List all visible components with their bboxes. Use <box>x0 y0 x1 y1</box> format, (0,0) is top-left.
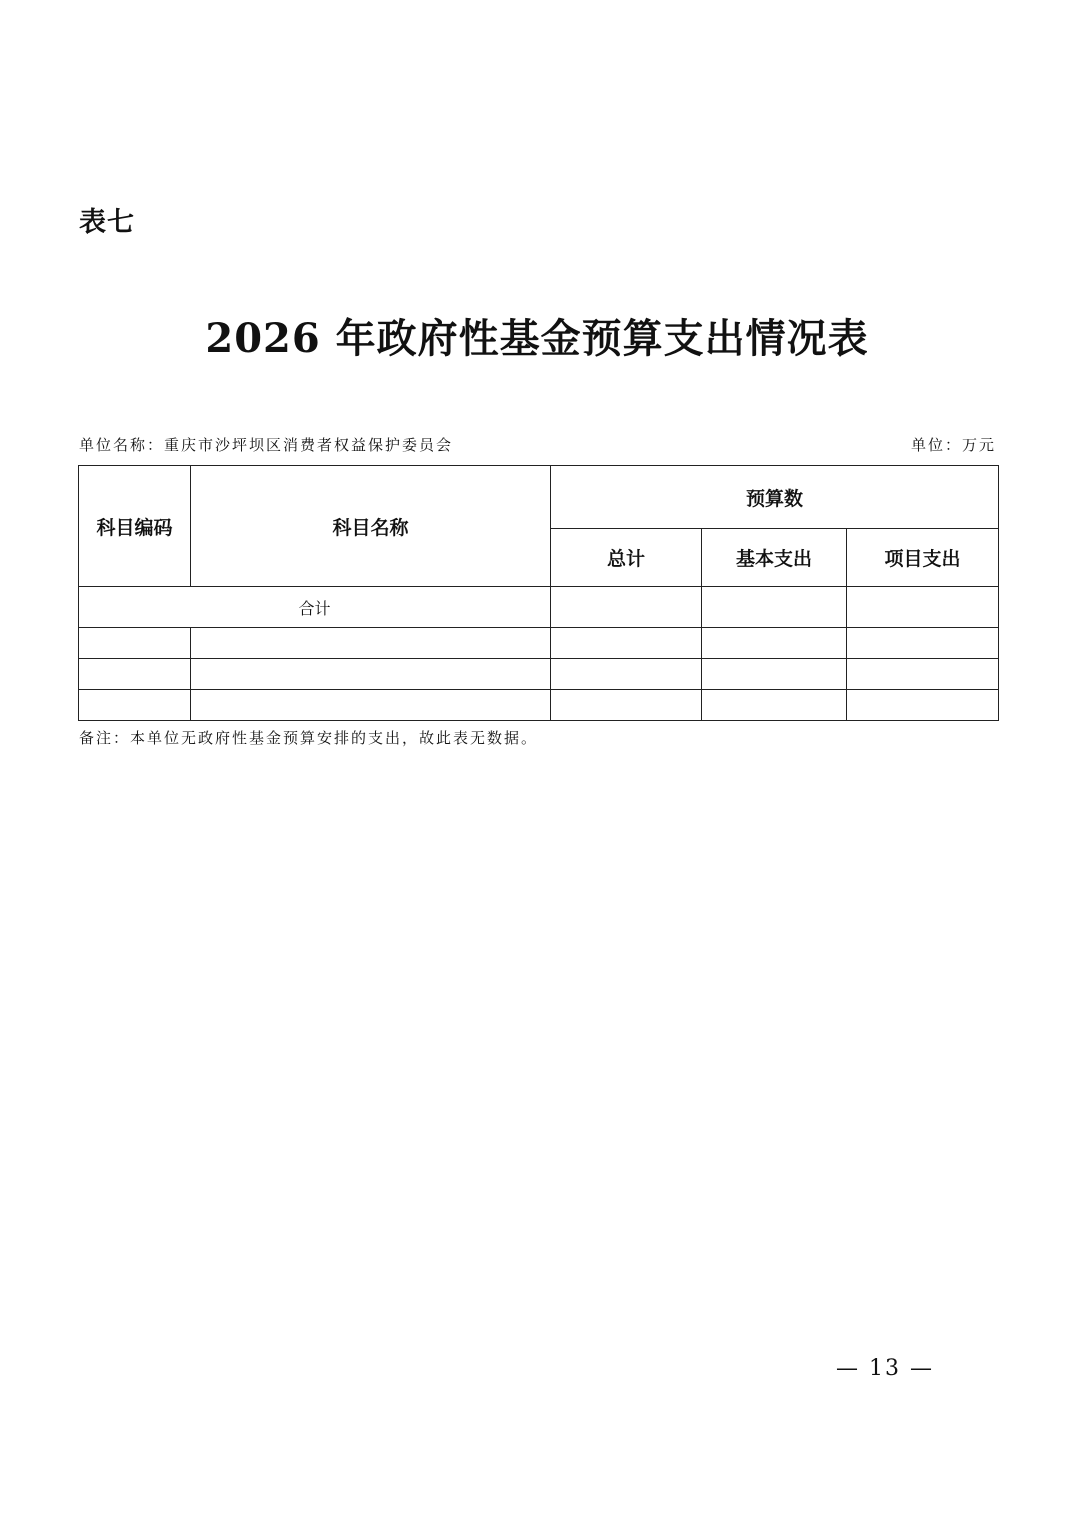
cell-project <box>847 690 999 721</box>
header-basic: 基本支出 <box>702 529 847 587</box>
header-total: 总计 <box>551 529 702 587</box>
cell-project <box>847 628 999 659</box>
unit-measure: 单位：万元 <box>910 436 996 454</box>
cell-total <box>551 659 702 690</box>
table-note: 备注：本单位无政府性基金预算安排的支出，故此表无数据。 <box>79 729 539 747</box>
cell-name <box>191 659 551 690</box>
page-number: — 13 — <box>836 1356 934 1381</box>
header-project: 项目支出 <box>847 529 999 587</box>
header-row-1 <box>79 466 999 529</box>
cell-code <box>79 690 191 721</box>
total-row-basic <box>702 587 847 628</box>
budget-table <box>78 465 999 721</box>
unit-name: 单位名称：重庆市沙坪坝区消费者权益保护委员会 <box>79 436 454 454</box>
page-title: 2026 年政府性基金预算支出情况表 <box>205 315 869 362</box>
cell-basic <box>702 659 847 690</box>
cell-code <box>79 659 191 690</box>
cell-name <box>191 628 551 659</box>
header-budget: 预算数 <box>551 466 999 529</box>
cell-project <box>847 659 999 690</box>
table-row <box>79 628 999 659</box>
cell-code <box>79 628 191 659</box>
cell-basic <box>702 628 847 659</box>
header-name: 科目名称 <box>191 466 551 587</box>
table-row <box>79 690 999 721</box>
total-row-total <box>551 587 702 628</box>
total-row-label: 合计 <box>79 587 551 628</box>
table-label: 表七 <box>79 207 135 238</box>
cell-basic <box>702 690 847 721</box>
header-code: 科目编码 <box>79 466 191 587</box>
total-row <box>79 587 999 628</box>
cell-total <box>551 628 702 659</box>
cell-total <box>551 690 702 721</box>
table-row <box>79 659 999 690</box>
cell-name <box>191 690 551 721</box>
total-row-project <box>847 587 999 628</box>
